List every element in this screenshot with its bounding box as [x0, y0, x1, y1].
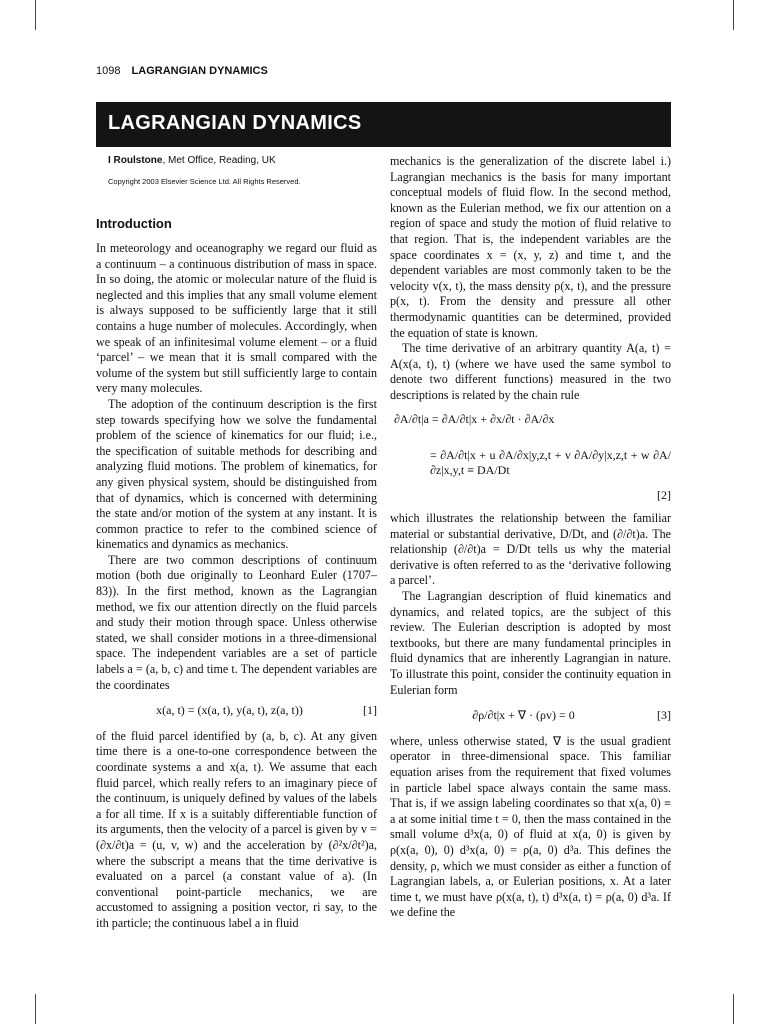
paragraph: where, unless otherwise stated, ∇ is the usual gradient operator in three-dimensional space. This familiar equation arises from the requirement that fixed volumes in particle label space always contain the same mass. That is, if we assign labeling coordinates so that x(a, 0) ≡ a at some initial time t = 0, then the mass contained in the small volume d³x(a, 0) of fluid at x(a, 0) is given by ρ(x(a, 0), 0) d³x(a, 0) = ρ(a, 0) d³a. This defines the density, ρ, which we must consider as either a function of Lagrangian labels, a, or Eulerian positions, x. At a later time t, we must have ρ(x(a, t), t) d³x(a, t) = ρ(a, 0) d³a. If we define the	[390, 733, 671, 920]
equation-number: [1]	[363, 703, 377, 718]
crop-mark	[733, 0, 734, 30]
equation-line: ∂A/∂t|a = ∂A/∂t|x + ∂x/∂t · ∂A/∂x	[394, 411, 555, 426]
copyright-notice: Copyright 2003 Elsevier Science Ltd. All Rights Reserved.	[108, 177, 301, 186]
equation-body: x(a, t) = (x(a, t), y(a, t), z(a, t))	[156, 703, 303, 718]
page-number: 1098	[96, 65, 121, 77]
equation-number: [3]	[657, 708, 671, 723]
paragraph: mechanics is the generalization of the discrete label i.) Lagrangian mechanics is the basis for many important conceptual models of fluid flow. In the second method, known as the Eulerian method, we fix our attention on a region of space and study the motion of fluid relative to that region. That is, the independent variables are the space coordinates x = (x, y, z) and time t, and the dependent variables are most commonly taken to be the velocity v(x, t), the mass density ρ(x, t), and the pressure p(x, t). From the density and pressure all other thermodynamic quantities can be determined, provided the equation of state is known.	[390, 154, 671, 340]
author-affiliation: , Met Office, Reading, UK	[162, 155, 276, 166]
paragraph: In meteorology and oceanography we regard our fluid as a continuum – a continuous distribution of mass in space. In so doing, the atomic or molecular nature of the fluid is neglected and this implies that any small volume element is always supposed to be sufficiently large that it still contains a huge number of molecules. Accordingly, when we speak of an infinitesimal volume element – or a fluid ‘parcel’ – we mean that it is small compared with the volume of the system but still sufficiently large to contain very many molecules.	[96, 241, 377, 396]
crop-mark	[35, 994, 36, 1024]
equation-1	[96, 703, 377, 719]
author-name: I Roulstone	[108, 155, 163, 166]
equation-3	[390, 708, 671, 724]
section-heading: Introduction	[96, 216, 172, 231]
author-line	[108, 155, 276, 166]
paragraph: There are two common descriptions of continuum motion (both due originally to Leonhard Euler (1707–83)). In the first method, known as the Lagrangian method, we fix our attention directly on the fluid parcels and study their motion through space. Unless otherwise stated, we shall consider motions in a three-dimensional space. The independent variables are a set of particle labels a = (a, b, c) and time t. The dependent variables are the coordinates	[96, 552, 377, 692]
crop-mark	[733, 994, 734, 1024]
equation-line: = ∂A/∂t|x + u ∂A/∂x|y,z,t + v ∂A/∂y|x,z,t + w ∂A/∂z|x,y,t ≡ DA/Dt	[430, 447, 671, 478]
equation-body: ∂ρ/∂t|x + ∇ · (ρv) = 0	[472, 708, 575, 723]
paragraph: The time derivative of an arbitrary quantity A(a, t) = A(x(a, t), t) (where we have used the same symbol to denote two different functions) measured in the two descriptions is related by the chain rule	[390, 341, 671, 402]
crop-mark	[35, 0, 36, 30]
paragraph: The adoption of the continuum description is the first step towards specifying how we solve the fundamental problem of the science of kinematics for our fluid; i.e., the specification of suitable methods for describing and analyzing fluid motions. The problem of kinematics, for any given physical system, should be distinguished from that of dynamics, which is concerned with determining the state and/or motion of the system at any instant. It is common practice to refer to the combined science of kinematics and dynamics as mechanics.	[96, 396, 377, 552]
running-header	[96, 65, 268, 77]
right-column	[390, 154, 671, 921]
paragraph: which illustrates the relationship between the familiar material or substantial derivative, D/Dt, and (∂/∂t)a. The relationship (∂/∂t)a = D/Dt tells us why the material derivative is often referred to as the ‘derivative following a parcel’.	[390, 511, 671, 588]
running-title: LAGRANGIAN DYNAMICS	[131, 65, 268, 77]
article-title: LAGRANGIAN DYNAMICS	[108, 112, 362, 134]
paragraph: of the fluid parcel identified by (a, b, c). At any given time there is a one-to-one correspondence between the coordinate systems a and x(a, t). We assume that each fluid parcel, which really refers to an imaginary piece of the continuum, is uniquely defined by values of the labels a for all time. If x is a suitably differentiable function of its arguments, then the velocity of a parcel is given by v = (∂x/∂t)a = (u, v, w) and the acceleration by (∂²x/∂t²)a, where the subscript a means that the time derivative is evaluated on a parcel (a constant value of a). (In conventional point-particle mechanics, we are accustomed to assigning a position vector, ri say, to the ith particle; the continuous label a in fluid	[96, 728, 377, 930]
paragraph: The Lagrangian description of fluid kinematics and dynamics, and related topics, are the subject of this review. The Eulerian description is adopted by most textbooks, but there are many fundamental principles in fluid dynamics that are inherently Lagrangian in nature. To illustrate this point, consider the continuity equation in Eulerian form	[390, 589, 671, 697]
equation-2	[390, 412, 671, 504]
equation-number: [2]	[657, 487, 671, 502]
left-column	[96, 241, 377, 932]
title-banner	[96, 102, 671, 147]
